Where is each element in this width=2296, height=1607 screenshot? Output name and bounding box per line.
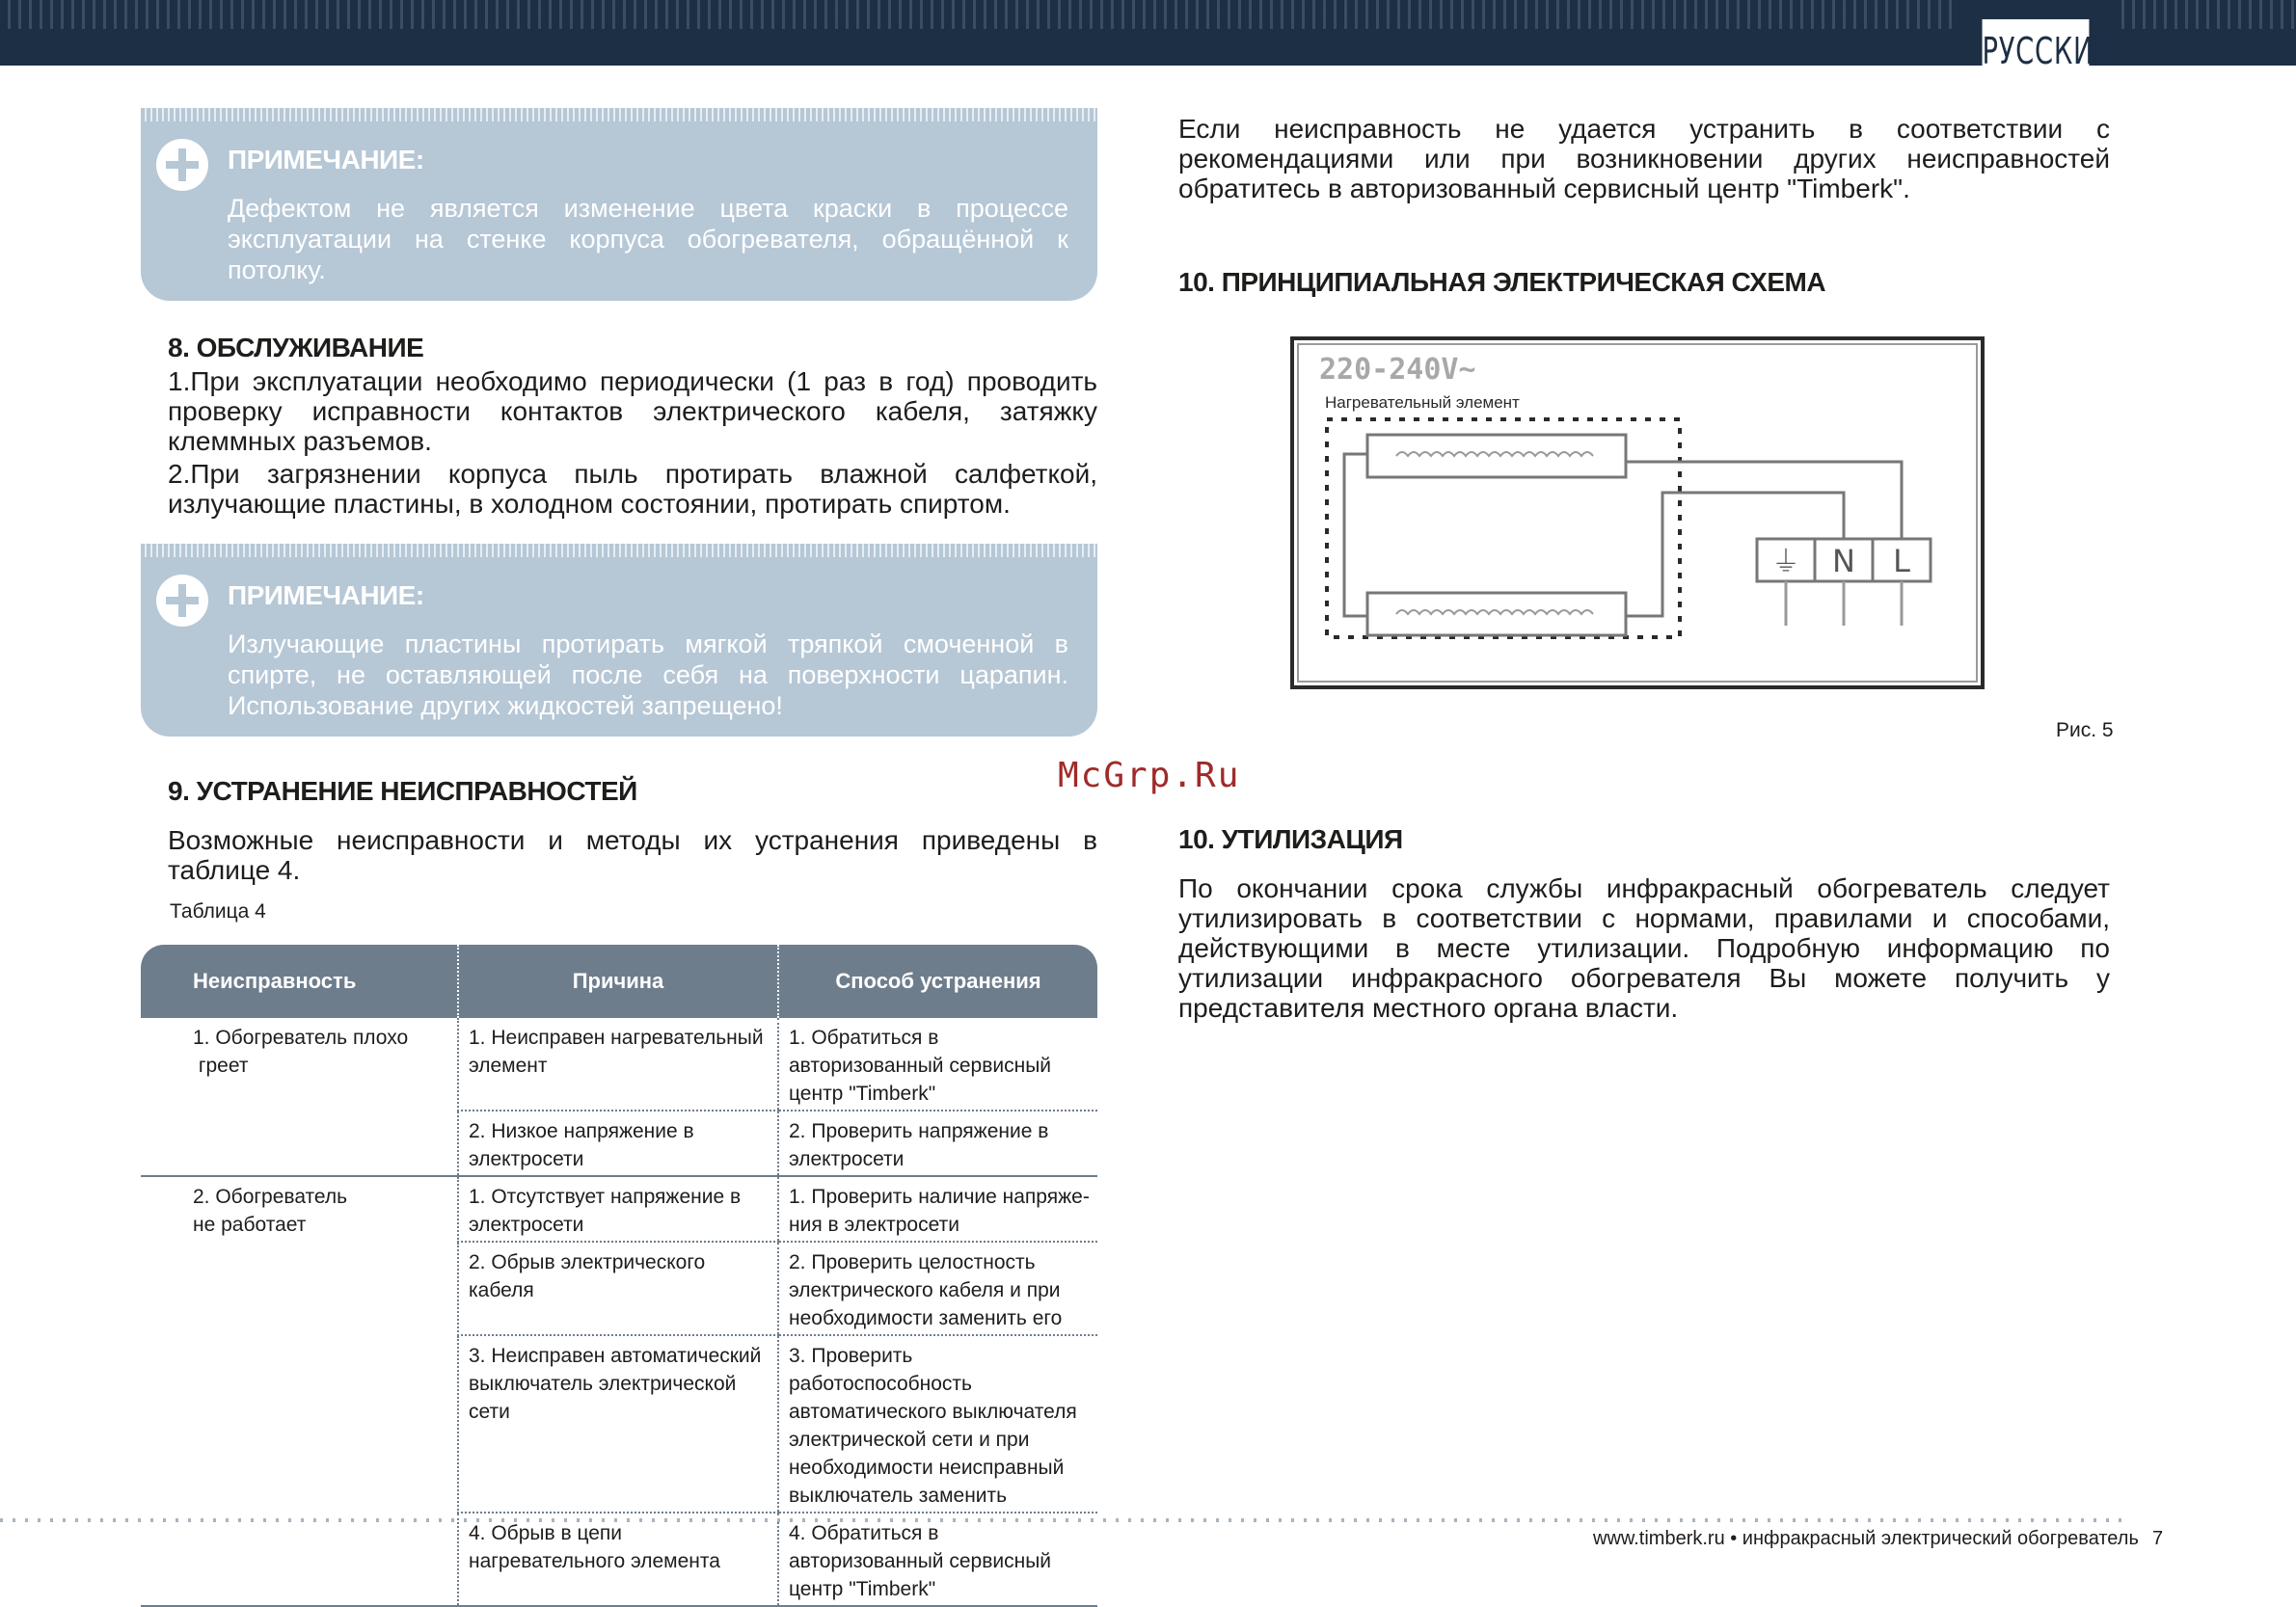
header-bar [0, 0, 2296, 66]
element-label: Нагревательный элемент [1325, 393, 1520, 412]
section-9-title: 9. УСТРАНЕНИЕ НЕИСПРАВНОСТЕЙ [168, 776, 637, 806]
disposal-text: По окончании срока службы инфракрасный обогреватель следует утилизировать в соответствии с нормами, правилами и способами, действующими в месте утилизации. Подробную информацию по утилизации инфракрасного обогревателя Вы можете получить у представителя местного органа власти. [1178, 873, 2110, 1023]
note-box-2 [141, 544, 1097, 737]
cause-cell: 4. Обрыв в цепи нагревательного элемента [458, 1513, 778, 1606]
fault-cell [141, 1018, 458, 1176]
cause-cell: 1. Отсутствует напряжение в электросети [458, 1176, 778, 1242]
voltage-label: 220-240V~ [1319, 353, 1476, 387]
terminal-n: N [1832, 543, 1855, 579]
disposal-title: 10. УТИЛИЗАЦИЯ [1178, 824, 1403, 854]
cause-cell: 1. Неисправен нагревательный элемент [458, 1018, 778, 1111]
watermark: McGrp.Ru [1058, 756, 1241, 795]
fix-cell: 3. Проверить работоспособность автоматического выключателя электрической сети и при необходимости неисправный выключатель заменить [778, 1335, 1097, 1513]
footer-dotted-line [0, 1518, 2131, 1522]
fix-cell: 4. Обратиться в авторизованный сервисный центр "Timberk" [778, 1513, 1097, 1606]
figure-caption: Рис. 5 [2056, 719, 2114, 741]
note-title: ПРИМЕЧАНИЕ: [228, 145, 424, 174]
fix-cell: 1. Проверить наличие напряже-ния в электросети [778, 1176, 1097, 1242]
note-comb [141, 544, 1097, 557]
fault-line: 2. Обогреватель [193, 1186, 348, 1208]
cause-cell: 2. Низкое напряжение в электросети [458, 1111, 778, 1176]
fault-line: не работает [193, 1214, 307, 1236]
table-row [141, 1018, 1097, 1111]
table-caption: Таблица 4 [170, 900, 266, 923]
language-label: РУССКИЙ [1983, 19, 2090, 73]
col-header-fix: Способ устранения [778, 945, 1097, 1018]
fault-cell [141, 1176, 458, 1606]
note-text: Дефектом не является изменение цвета краски в процессе эксплуатации на стенке корпуса обогревателя, обращённой к потолку. [228, 194, 1068, 284]
fault-table [141, 945, 1097, 1607]
fault-line: 1. Обогреватель плохо [193, 1027, 409, 1049]
note-box-1 [141, 108, 1097, 301]
note-comb [141, 108, 1097, 121]
right-intro: Если неисправность не удается устранить в соответствии с рекомендациями или при возникновении других неисправностей обратитесь в авторизованный сервисный центр "Timberk". [1178, 114, 2110, 203]
fault-line: греет [193, 1055, 249, 1077]
section-8-title: 8. ОБСЛУЖИВАНИЕ [168, 333, 424, 362]
footer-text: www.timberk.ru • инфракрасный электрический обогреватель [1593, 1528, 2139, 1549]
section-9-text: Возможные неисправности и методы их устранения приведены в таблице 4. [168, 825, 1097, 885]
page-number: 7 [2152, 1528, 2164, 1549]
fix-cell: 2. Проверить целостность электрического кабеля и при необходимости заменить его [778, 1242, 1097, 1335]
cause-cell: 2. Обрыв электрического кабеля [458, 1242, 778, 1335]
fix-cell: 2. Проверить напряжение в электросети [778, 1111, 1097, 1176]
table-row [141, 1176, 1097, 1242]
fix-cell: 1. Обратиться в авторизованный сервисный центр "Timberk" [778, 1018, 1097, 1111]
note-title: ПРИМЕЧАНИЕ: [228, 580, 424, 610]
note-text: Излучающие пластины протирать мягкой тряпкой смоченной в спирте, не оставляющей после себя на поверхности царапин. Использование других жидкостей запрещено! [228, 629, 1068, 720]
section-8-p1: 1.При эксплуатации необходимо периодически (1 раз в год) проводить проверку исправности контактов электрического кабеля, затяжку клеммных разъемов. [168, 366, 1097, 456]
header-stripes [0, 0, 1958, 29]
col-header-fault: Неисправность [141, 945, 458, 1018]
col-header-cause: Причина [458, 945, 778, 1018]
section-8-p2: 2.При загрязнении корпуса пыль протирать влажной салфеткой, излучающие пластины, в холодном состоянии, протирать спиртом. [168, 459, 1097, 519]
schema-title: 10. ПРИНЦИПИАЛЬНАЯ ЭЛЕКТРИЧЕСКАЯ СХЕМА [1178, 267, 1826, 297]
terminal-l: L [1893, 543, 1910, 579]
plus-icon [156, 575, 208, 627]
cause-cell: 3. Неисправен автоматический выключатель электрической сети [458, 1335, 778, 1513]
wiring-diagram [1290, 336, 1985, 689]
ground-terminal-icon: ⏚ [1771, 546, 1800, 579]
header-stripes-right [2114, 0, 2296, 29]
plus-icon [156, 139, 208, 191]
